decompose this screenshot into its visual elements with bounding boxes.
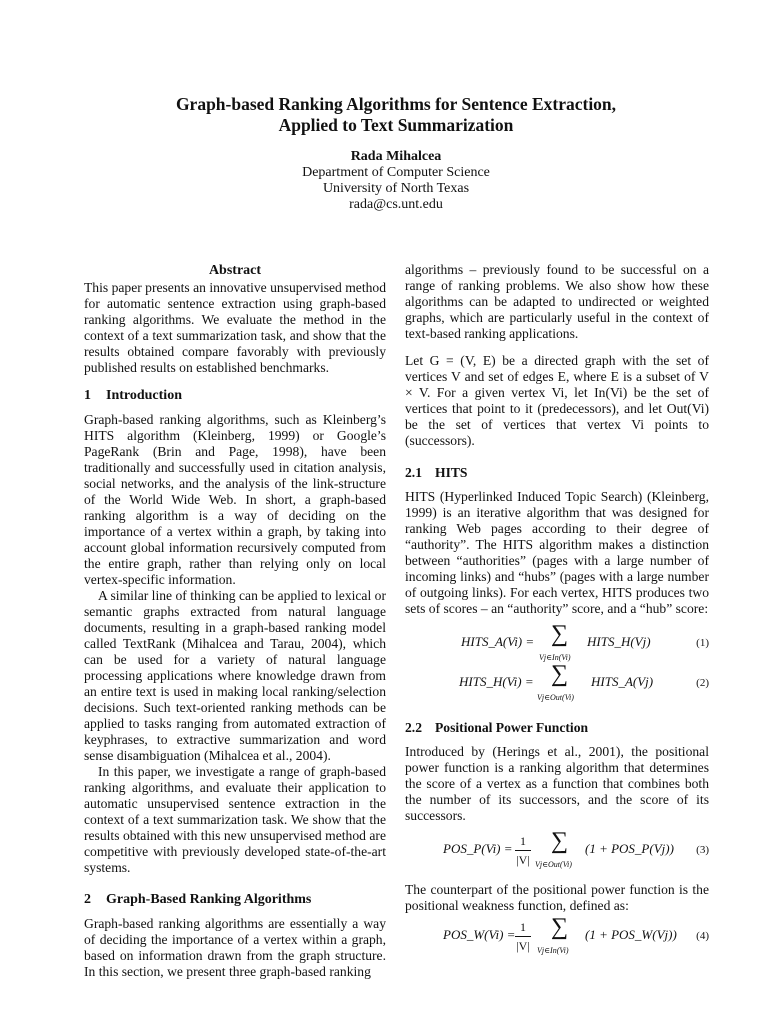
subsection-2-1-number: 2.1: [405, 465, 422, 480]
intro-paragraph-3: In this paper, we investigate a range of graph-based ranking algorithms, and evaluate their application to automatic unsupervised sentence extraction in the context of a text summarization task. We show that the results obtained with this new unsupervised method are competitive with previously developed state-of-the-art systems.: [84, 764, 386, 875]
equation-4-rhs: (1 + POS_W(Vj)): [585, 927, 677, 942]
section-1-title: Introduction: [106, 388, 182, 403]
section-1-heading: [84, 387, 386, 405]
subsection-2-2-heading: [405, 719, 709, 737]
subsection-2-1-heading: [405, 464, 709, 482]
sum-symbol: ∑: [551, 661, 569, 687]
equation-3-numerator: 1: [520, 834, 526, 848]
title-line-1: Graph-based Ranking Algorithms for Sentence Extraction,: [175, 94, 617, 114]
equation-4: [405, 914, 709, 961]
equation-3: [405, 828, 709, 875]
hits-paragraph: HITS (Hyperlinked Induced Topic Search) (Kleinberg, 1999) is an iterative algorithm that was designed for ranking Web pages according to their degree of “authority”. The HITS algorithm makes a distinction between “authorities” (pages with a large number of incoming links) and “hubs” (pages with a large number of outgoing links). For each vertex, HITS produces two sets of scores – an “authority” score, and a “hub” score:: [405, 489, 709, 616]
equation-3-fraction: [515, 833, 531, 868]
author-email: rada@cs.unt.edu: [349, 197, 443, 212]
equation-3-lhs: POS_P(Vi) =: [443, 841, 513, 856]
abstract-text: This paper presents an innovative unsupervised method for automatic sentence extraction using graph-based ranking algorithms. We evaluate the method in the context of a text summarization task, and show that the results obtained compare favorably with previously published results on established benchmarks.: [84, 280, 387, 375]
section-2-heading: [84, 891, 386, 909]
equation-4-lhs: POS_W(Vi) =: [443, 927, 516, 942]
equation-3-denominator: |V|: [516, 853, 530, 867]
equation-2-subscript: Vj∈Out(Vi): [537, 693, 574, 702]
right-column: [405, 262, 709, 961]
sum-symbol: ∑: [551, 914, 569, 940]
equation-4-fraction: [515, 919, 531, 954]
equation-2-number: (2): [696, 677, 709, 689]
equation-1-rhs: HITS_H(Vj): [587, 634, 651, 649]
equation-4-subscript: Vj∈In(Vi): [537, 946, 569, 955]
paper-title: [84, 94, 708, 136]
left-column: [84, 262, 386, 980]
abstract-heading: Abstract: [208, 263, 262, 278]
equation-2-rhs: HITS_A(Vj): [591, 674, 654, 689]
section-2-paragraph-1: Graph-based ranking algorithms are essentially a way of deciding the importance of a vertex within a graph, based on information drawn from the graph structure. In this section, we present three graph-based ranking: [84, 916, 386, 979]
author-department: Department of Computer Science: [302, 165, 490, 180]
equation-2-lhs: HITS_H(Vi) =: [459, 674, 534, 689]
section-1-number: 1: [84, 388, 91, 403]
sum-symbol: ∑: [551, 621, 569, 647]
subsection-2-1-title: HITS: [435, 465, 468, 480]
author-university: University of North Texas: [322, 181, 470, 196]
equation-3-rhs: (1 + POS_P(Vj)): [585, 841, 674, 856]
sum-symbol: ∑: [551, 828, 569, 854]
equation-2: [405, 661, 709, 708]
equation-1-subscript: Vj∈In(Vi): [539, 653, 571, 662]
positional-power-paragraph: Introduced by (Herings et al., 2001), the positional power function is a ranking algorithm that determines the score of a vertex as a function that combines both the number of its successors, and the score of its successors.: [405, 744, 709, 823]
section-2-title: Graph-Based Ranking Algorithms: [106, 892, 312, 907]
equation-3-number: (3): [696, 844, 709, 856]
equation-4-denominator: |V|: [516, 939, 530, 953]
author-name: Rada Mihalcea: [350, 149, 442, 164]
subsection-2-2-title: Positional Power Function: [435, 720, 589, 735]
intro-paragraph-1: Graph-based ranking algorithms, such as Kleinberg’s HITS algorithm (Kleinberg, 1999) or Google’s PageRank (Brin and Page, 1998), have been traditionally and successfully used in citation analysis, social networks, and the analysis of the link-structure of the World Wide Web. In short, a graph-based ranking algorithm is a way of deciding on the importance of a vertex within a graph, by taking into account global information recursively computed from the entire graph, rather than relying only on local vertex-specific information.: [84, 412, 386, 587]
title-line-2: Applied to Text Summarization: [278, 115, 514, 135]
equation-1-number: (1): [696, 637, 709, 649]
section-2-paragraph-1-continued: algorithms – previously found to be successful on a range of ranking problems. We also show how these algorithms can be adapted to undirected or weighted graphs, which are particularly useful in the context of text-based ranking applications.: [405, 262, 709, 341]
section-2-number: 2: [84, 892, 91, 907]
intro-paragraph-2: A similar line of thinking can be applied to lexical or semantic graphs extracted from natural language documents, resulting in a graph-based ranking model called TextRank (Mihalcea and Tarau, 2004), which can be used for a variety of natural language processing applications where knowledge drawn from an entire text is used in making local ranking/selection decisions. Such text-oriented ranking methods can be applied to tasks ranging from automated extraction of keyphrases, to extractive summarization and word sense disambiguation (Mihalcea et al., 2004).: [84, 588, 386, 763]
equation-3-subscript: Vj∈Out(Vi): [535, 860, 572, 869]
equation-4-number: (4): [696, 930, 709, 942]
section-2-paragraph-2: Let G = (V, E) be a directed graph with the set of vertices V and set of edges E, where E is a subset of V × V. For a given vertex Vi, let In(Vi) be the set of vertices that point to it (predecessors), and let Out(Vi) be the set of vertices that vertex Vi points to (successors).: [405, 353, 709, 448]
subsection-2-2-number: 2.2: [405, 720, 422, 735]
equation-1-lhs: HITS_A(Vi) =: [461, 634, 535, 649]
positional-weakness-intro: The counterpart of the positional power function is the positional weakness function, defined as:: [405, 882, 709, 913]
author-block: [84, 149, 708, 213]
equation-4-numerator: 1: [520, 920, 526, 934]
